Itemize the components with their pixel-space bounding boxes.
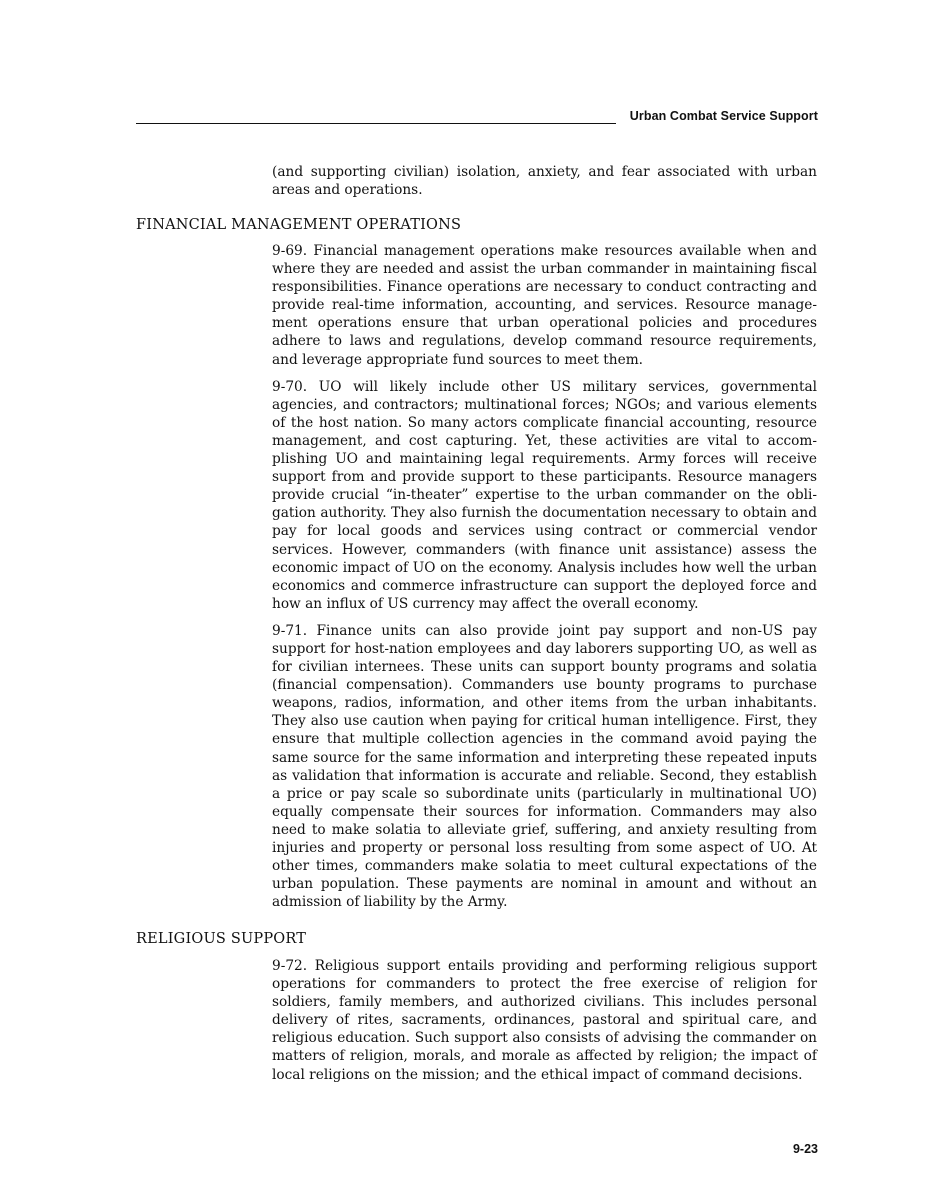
paragraph-9-71: 9-71. Finance units can also provide joint pay support and non-US pay support for host-nation employees and day laborers supporting UO, as well as for civilian internees. These units can support bounty programs and solatia (financial compensation). Commanders use bounty programs to purchase weapons, radios, information, and other items from the urban inhabitants. They also use caution when paying for critical human intelligence. First, they ensure that multiple collection agencies in the command avoid paying the same source for the same information and interpreting these repeated inputs as validation that information is accurate and reliable. Second, they establish a price or pay scale so subordinate units (particularly in multinational UO) equally compensate their sources for information. Commanders may also need to make solatia to alleviate grief, suffering, and anxiety resulting from injuries and property or personal loss resulting from some aspect of UO. At other times, commanders make solatia to meet cultural expectations of the urban population. These payments are nominal in amount and without an admission of liability by the Army. — [272, 622, 817, 911]
continued-paragraph-block — [272, 163, 817, 199]
section-heading-religious-support: RELIGIOUS SUPPORT — [136, 931, 307, 947]
section-financial-management-body — [272, 242, 817, 911]
paragraph-9-70: 9-70. UO will likely include other US military services, governmental agencies, and contractors; multinational forces; NGOs; and various elements of the host nation. So many actors complicate financial accounting, resource management, and cost capturing. Yet, these activities are vital to accomplishing UO and maintaining legal requirements. Army forces will receive support from and provide support to these participants. Resource managers provide crucial “in-theater” expertise to the urban commander on the obligation authority. They also furnish the documentation necessary to obtain and pay for local goods and services using contract or commercial vendor services. However, commanders (with finance unit assistance) assess the economic impact of UO on the economy. Analysis includes how well the urban economics and commerce infrastructure can support the deployed force and how an influx of US currency may affect the overall economy. — [272, 378, 817, 612]
paragraph-9-72: 9-72. Religious support entails providing and performing religious support operations for commanders to protect the free exercise of religion for soldiers, family members, and authorized civilians. This includes personal delivery of rites, sacraments, ordinances, pastoral and spiritual care, and religious education. Such support also consists of advising the commander on matters of religion, morals, and morale as affected by religion; the impact of local religions on the mission; and the ethical impact of command decisions. — [272, 958, 817, 1083]
section-heading-financial-management: FINANCIAL MANAGEMENT OPERATIONS — [136, 217, 462, 233]
header-rule — [136, 123, 616, 124]
paragraph-9-69: 9-69. Financial management operations make resources available when and where they are needed and assist the urban commander in maintaining fiscal responsibilities. Finance operations are necessary to conduct contracting and provide real-time information, accounting, and services. Resource management operations ensure that urban operational policies and procedures adhere to laws and regulations, develop command resource requirements, and leverage appropriate fund sources to meet them. — [272, 243, 817, 368]
continued-paragraph: (and supporting civilian) isolation, anxiety, and fear associated with urban areas and operations. — [272, 164, 817, 199]
page-number: 9-23 — [792, 1142, 818, 1156]
section-religious-support-body — [272, 957, 817, 1084]
running-head: Urban Combat Service Support — [629, 109, 818, 123]
